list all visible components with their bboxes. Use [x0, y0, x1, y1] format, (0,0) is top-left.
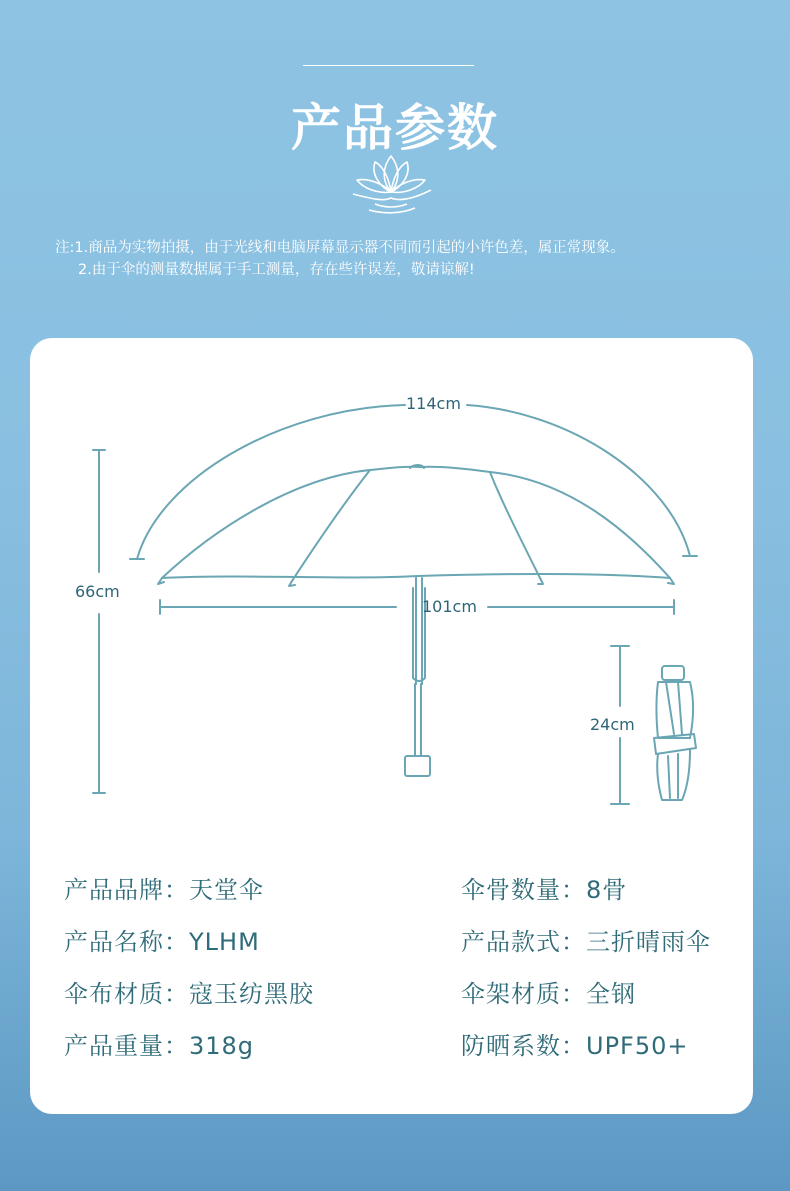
note-line-2: 2.由于伞的测量数据属于手工测量，存在些许误差，敬请谅解! [78, 262, 475, 278]
title-divider [303, 65, 474, 66]
arc-dimension-line [137, 405, 690, 559]
spec-card [30, 338, 753, 1114]
spec-upf: 防晒系数：UPF50+ [461, 1032, 689, 1060]
spec-ribs: 伞骨数量：8骨 [461, 876, 628, 904]
spec-style: 产品款式：三折晴雨伞 [461, 928, 711, 956]
spec-fabric: 伞布材质：寇玉纺黑胶 [64, 980, 314, 1008]
umbrella-diagram [30, 338, 753, 838]
umbrella-handle [405, 756, 430, 776]
arc-length-label: 114cm [406, 394, 461, 413]
height-label: 66cm [75, 582, 120, 601]
folded-umbrella [654, 666, 696, 800]
spec-name: 产品名称：YLHM [64, 928, 260, 956]
spec-frame: 伞架材质：全钢 [461, 980, 636, 1008]
lotus-icon [345, 148, 437, 218]
page-title: 产品参数 [291, 99, 499, 157]
diameter-label: 101cm [422, 597, 477, 616]
spec-weight: 产品重量：318g [64, 1032, 255, 1060]
umbrella-canopy [162, 467, 670, 578]
folded-length-label: 24cm [590, 715, 635, 734]
spec-brand: 产品品牌：天堂伞 [64, 876, 264, 904]
note-line-1: 注:1.商品为实物拍摄，由于光线和电脑屏幕显示器不同而引起的小许色差，属正常现象。 [55, 240, 625, 256]
